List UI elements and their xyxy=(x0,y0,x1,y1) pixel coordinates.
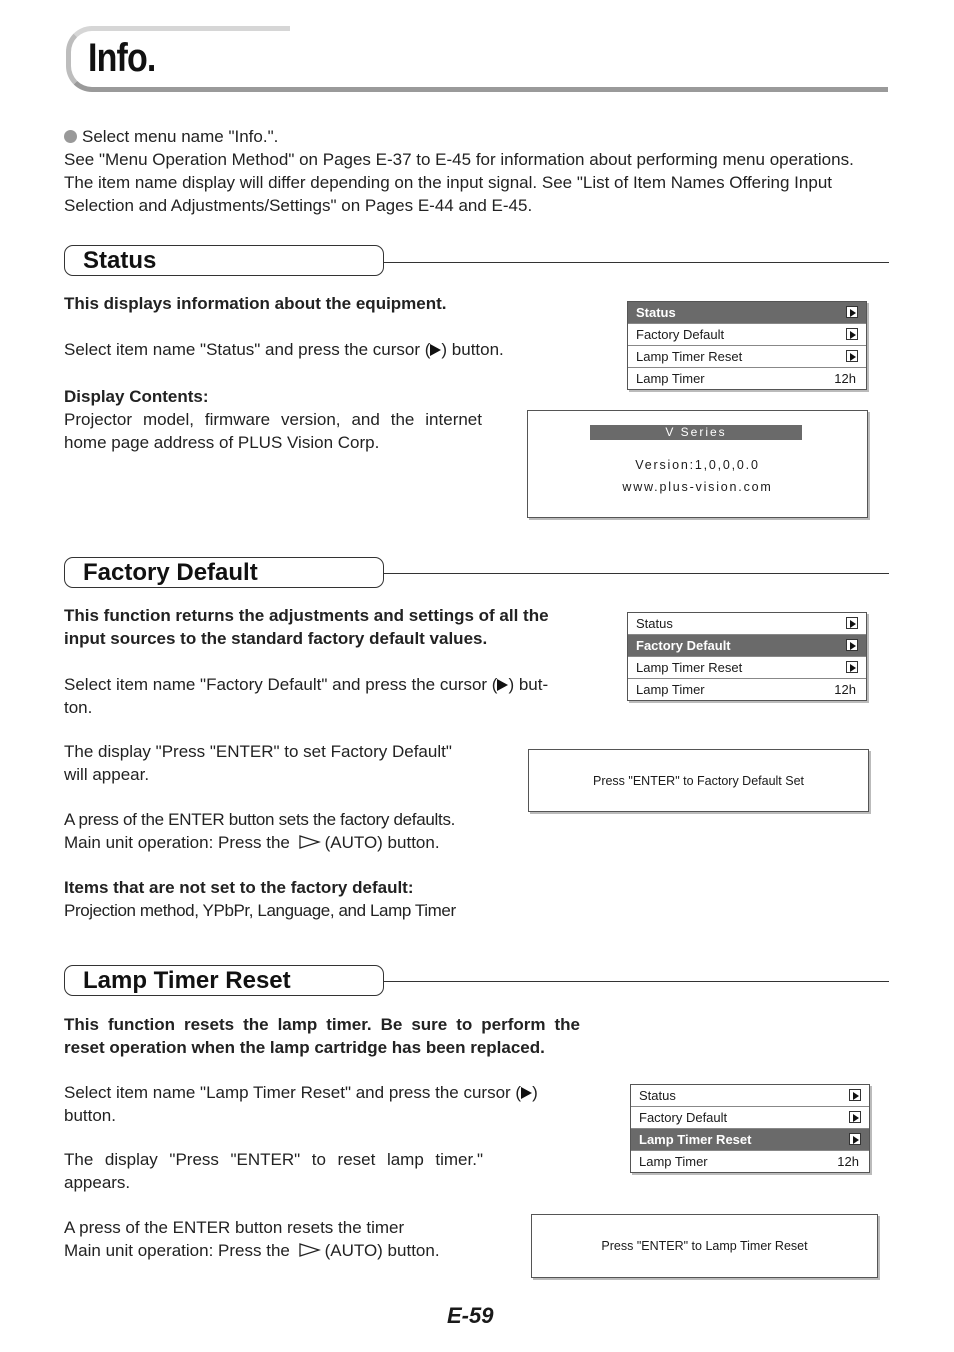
status-menu xyxy=(627,301,867,390)
menu-item-factory-default[interactable]: Factory Default xyxy=(628,324,866,346)
factory-display-text: The display "Press "ENTER" to set Factory Default" will appear. xyxy=(64,742,452,784)
factory-lead-line-2: input sources to the standard factory default values. xyxy=(64,629,488,648)
menu-item-status[interactable]: Status xyxy=(628,302,866,324)
factory-heading: Factory Default xyxy=(83,559,258,586)
arrow-right-icon xyxy=(849,1133,861,1145)
factory-divider xyxy=(384,573,889,574)
version-text: Version:1,0,0,0.0 xyxy=(635,458,760,472)
menu-item-status[interactable]: Status xyxy=(631,1085,869,1107)
auto-button-icon xyxy=(299,832,321,846)
arrow-right-icon xyxy=(846,639,858,651)
arrow-right-icon xyxy=(846,661,858,673)
menu-item-lamp-timer: Lamp Timer 12h xyxy=(628,368,866,389)
factory-heading-box xyxy=(64,557,384,588)
status-divider xyxy=(384,262,889,263)
lamp-display-text: The display "Press "ENTER" to reset lamp timer." appears. xyxy=(64,1150,483,1192)
menu-item-factory-default[interactable]: Factory Default xyxy=(628,635,866,657)
factory-lead xyxy=(64,604,580,650)
menu-item-lamp-timer-reset[interactable]: Lamp Timer Reset xyxy=(628,657,866,679)
menu-item-lamp-timer: Lamp Timer 12h xyxy=(628,679,866,700)
bullet-icon xyxy=(64,130,77,143)
menu-item-lamp-timer: Lamp Timer 12h xyxy=(631,1151,869,1172)
factory-enter-text: A press of the ENTER button sets the factory defaults. Main unit operation: Press the (AUTO) button. xyxy=(64,810,456,852)
title-frame xyxy=(66,26,888,92)
intro-block xyxy=(64,125,890,217)
page-title: Info. xyxy=(88,36,156,80)
status-select-text xyxy=(64,338,504,361)
status-lead: This displays information about the equipment. xyxy=(64,294,447,313)
arrow-right-icon xyxy=(846,328,858,340)
cursor-right-icon xyxy=(430,344,441,356)
factory-notset-text: Projection method, YPbPr, Language, and Lamp Timer xyxy=(64,901,456,920)
lamp-menu xyxy=(630,1084,870,1173)
url-text: www.plus-vision.com xyxy=(622,480,773,494)
intro-line-1: Select menu name "Info.". xyxy=(82,127,279,146)
cursor-right-icon xyxy=(497,679,508,691)
page-number: E-59 xyxy=(447,1303,494,1328)
status-select-post: ) button. xyxy=(441,340,504,359)
status-contents-label: Display Contents: xyxy=(64,387,209,406)
factory-notset-label: Items that are not set to the factory default: xyxy=(64,878,414,897)
lamp-message: Press "ENTER" to Lamp Timer Reset xyxy=(601,1239,808,1253)
status-contents-line-2: home page address of PLUS Vision Corp. xyxy=(64,433,380,452)
status-contents-text xyxy=(64,408,482,454)
status-contents-line-1: Projector model, firmware version, and the internet xyxy=(64,410,482,429)
menu-item-lamp-timer-reset[interactable]: Lamp Timer Reset xyxy=(631,1129,869,1151)
arrow-right-icon xyxy=(846,617,858,629)
status-select-pre: Select item name "Status" and press the cursor ( xyxy=(64,340,431,359)
lamp-message-panel xyxy=(531,1214,878,1278)
menu-item-lamp-timer-reset[interactable]: Lamp Timer Reset xyxy=(628,346,866,368)
cursor-right-icon xyxy=(521,1087,532,1099)
lamp-timer-value: 12h xyxy=(834,371,856,386)
factory-message: Press "ENTER" to Factory Default Set xyxy=(592,774,805,788)
arrow-right-icon xyxy=(849,1089,861,1101)
intro-line-3: The item name display will differ depending on the input signal. See "List of Item Names Offering Input xyxy=(64,173,832,192)
lamp-timer-value: 12h xyxy=(834,682,856,697)
series-bar: V Series xyxy=(590,425,802,440)
factory-lead-line-1: This function returns the adjustments and settings of all the xyxy=(64,606,549,625)
lamp-heading-box xyxy=(64,965,384,996)
lamp-enter-text: A press of the ENTER button resets the timer Main unit operation: Press the (AUTO) button. xyxy=(64,1218,440,1260)
menu-item-factory-default[interactable]: Factory Default xyxy=(631,1107,869,1129)
auto-button-icon xyxy=(299,1240,321,1254)
arrow-right-icon xyxy=(849,1111,861,1123)
status-heading-box xyxy=(64,245,384,276)
status-info-panel xyxy=(527,410,868,518)
lamp-select-text: Select item name "Lamp Timer Reset" and press the cursor ( ) button. xyxy=(64,1083,538,1125)
lamp-heading: Lamp Timer Reset xyxy=(83,967,291,994)
arrow-right-icon xyxy=(846,350,858,362)
lamp-timer-value: 12h xyxy=(837,1154,859,1169)
factory-message-panel xyxy=(528,749,869,812)
arrow-right-icon xyxy=(846,306,858,318)
factory-select-text: Select item name "Factory Default" and press the cursor ( ) but- ton. xyxy=(64,675,549,717)
lamp-divider xyxy=(384,981,889,982)
factory-menu xyxy=(627,612,867,701)
intro-line-4: Selection and Adjustments/Settings" on Pages E-44 and E-45. xyxy=(64,196,533,215)
status-heading: Status xyxy=(83,247,157,274)
lamp-lead: This function resets the lamp timer. Be sure to perform the reset operation when the lamp cartridge has been replaced. xyxy=(64,1015,580,1057)
menu-item-status[interactable]: Status xyxy=(628,613,866,635)
intro-line-2: See "Menu Operation Method" on Pages E-37 to E-45 for information about performing menu operations. xyxy=(64,150,854,169)
